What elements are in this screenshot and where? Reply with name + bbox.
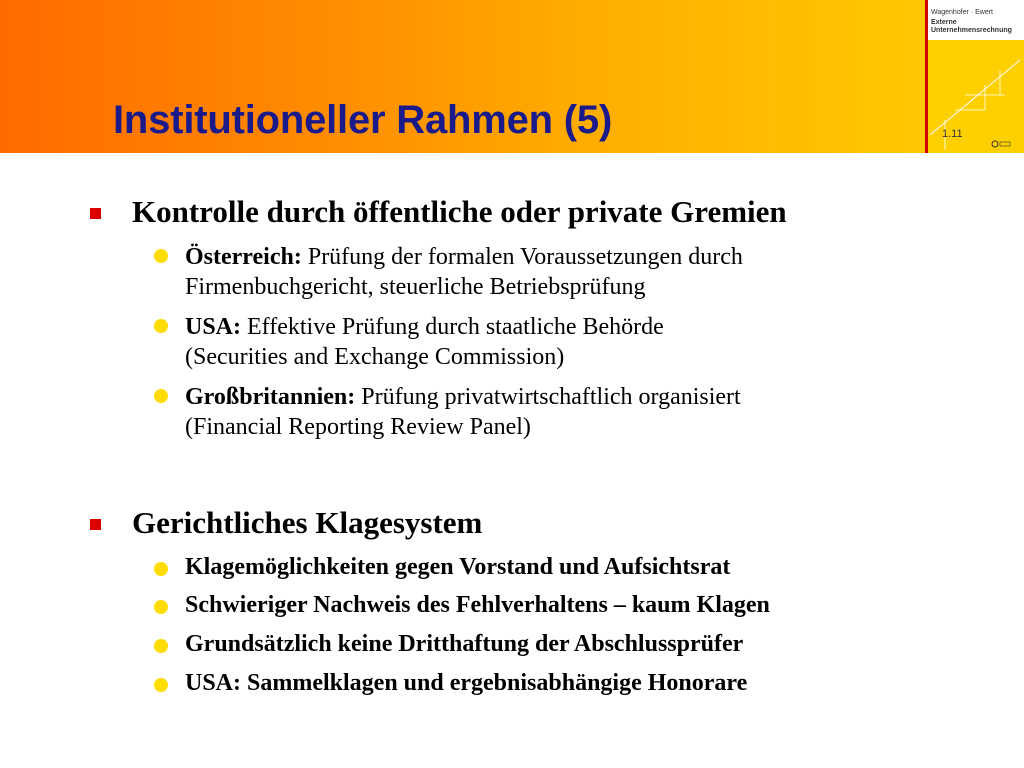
book-cover-graphic (925, 40, 1024, 153)
book-title-line2: Unternehmensrechnung (931, 27, 1012, 34)
item-text: (Financial Reporting Review Panel) (185, 414, 531, 440)
section2-heading: Gerichtliches Klagesystem (132, 505, 483, 540)
section1-item-2 (185, 312, 664, 372)
section1-item-3 (185, 382, 741, 442)
section-bullet-square-icon (90, 519, 101, 530)
item-bullet-dot-icon (154, 389, 168, 403)
item-bullet-dot-icon (154, 678, 168, 692)
section2-item-4: USA: Sammelklagen und ergebnisabhängige Honorare (185, 670, 748, 696)
item-bullet-dot-icon (154, 249, 168, 263)
item-text: Effektive Prüfung durch staatliche Behörde (241, 314, 664, 340)
item-label: Großbritannien: (185, 384, 356, 410)
section1-heading: Kontrolle durch öffentliche oder private Gremien (132, 194, 787, 229)
book-title-line1: Externe (931, 19, 957, 26)
item-bullet-dot-icon (154, 600, 168, 614)
section2-item-1: Klagemöglichkeiten gegen Vorstand und Aufsichtsrat (185, 554, 731, 580)
item-text: Prüfung privatwirtschaftlich organisiert (355, 384, 741, 410)
book-cover-thumbnail (925, 0, 1024, 153)
slide-page-number: 1.11 (942, 128, 963, 140)
item-bullet-dot-icon (154, 562, 168, 576)
section2-item-2: Schwieriger Nachweis des Fehlverhaltens – kaum Klagen (185, 592, 770, 618)
section2-item-3: Grundsätzlich keine Dritthaftung der Abschlussprüfer (185, 631, 744, 657)
springer-logo-icon (990, 138, 1012, 152)
item-label: Österreich: (185, 244, 302, 270)
item-text: (Securities and Exchange Commission) (185, 344, 565, 370)
item-text: Firmenbuchgericht, steuerliche Betriebsprüfung (185, 274, 646, 300)
item-text: Prüfung der formalen Voraussetzungen durch (301, 244, 743, 270)
item-label: USA: (185, 314, 242, 340)
book-authors: Wagenhofer · Ewert (931, 9, 993, 16)
slide-title: Institutioneller Rahmen (5) (113, 98, 613, 142)
item-bullet-dot-icon (154, 639, 168, 653)
section-bullet-square-icon (90, 208, 101, 219)
section1-item-1 (185, 242, 743, 302)
item-bullet-dot-icon (154, 319, 168, 333)
